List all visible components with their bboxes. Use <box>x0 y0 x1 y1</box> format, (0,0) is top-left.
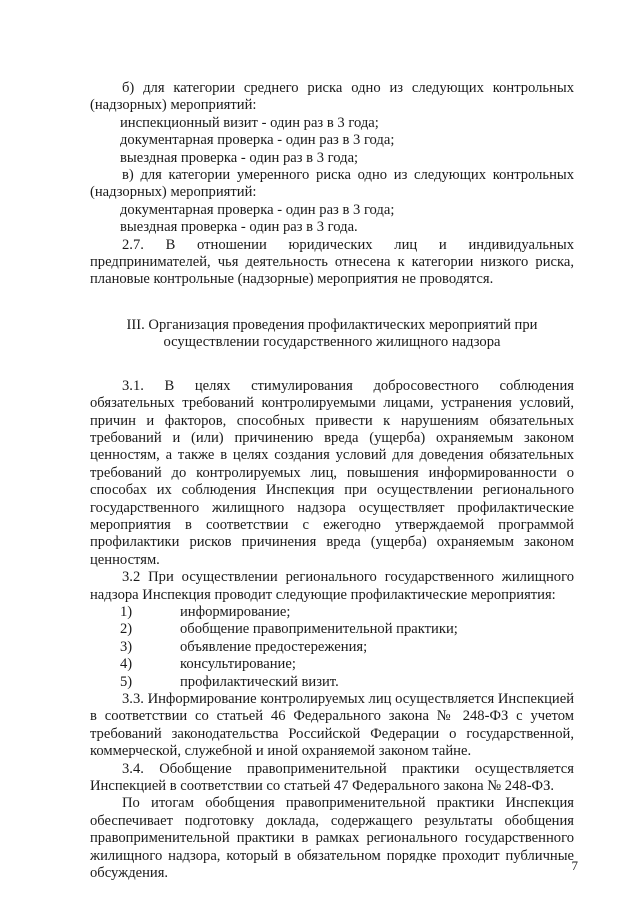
list-item <box>90 639 574 656</box>
list-number: 5) <box>120 673 133 690</box>
paragraph-3-1: 3.1. В целях стимулирования добросовестного соблюдения обязательных требований контролируемыми лицами, устранения условий, причин и факторов, способных привести к нарушениям обязательных требований и (или) причинению вреда (ущерба) охраняемым законом ценностям, а также в целях создания условий для доведения обязательных требований до контролируемых лиц, повышения информированности о способах их соблюдения Инспекция при осуществлении регионального государственного жилищного надзора осуществляет профилактические мероприятия в соответствии с ежегодно утверждаемой программой профилактики рисков причинения вреда (ущерба) охраняемым законом ценностям. <box>90 377 574 568</box>
list-item: документарная проверка - один раз в 3 года; <box>120 132 395 149</box>
section-heading <box>90 317 574 352</box>
list-text: информирование; <box>180 603 291 620</box>
list-text: профилактический визит. <box>180 673 339 690</box>
section-heading-line: осуществлении государственного жилищного надзора <box>163 334 501 351</box>
list-item: инспекционный визит - один раз в 3 года; <box>120 114 379 131</box>
paragraph-3-2: 3.2 При осуществлении регионального государственного жилищного надзора Инспекция проводит следующие профилактические мероприятия: <box>90 569 574 603</box>
list-item <box>90 674 574 691</box>
list-number: 2) <box>120 621 133 638</box>
list-item: документарная проверка - один раз в 3 года; <box>120 201 395 218</box>
list-item <box>90 621 574 638</box>
list-text: объявление предостережения; <box>180 638 368 655</box>
list-item: выездная проверка - один раз в 3 года; <box>120 149 359 166</box>
paragraph-3-3: 3.3. Информирование контролируемых лиц осуществляется Инспекцией в соответствии со статьей 46 Федерального закона № 248-ФЗ с учетом требований законодательства Российской Федерации о государственной, коммерческой, служебной и иной охраняемой законом тайне. <box>90 691 574 760</box>
page-number: 7 <box>571 858 578 873</box>
paragraph-risk-medium: б) для категории среднего риска одно из следующих контрольных (надзорных) мероприятий: <box>90 80 574 114</box>
list-number: 1) <box>120 603 133 620</box>
list-text: обобщение правоприменительной практики; <box>180 621 458 638</box>
list-number: 4) <box>120 656 133 673</box>
paragraph-risk-moderate: в) для категории умеренного риска одно из следующих контрольных (надзорных) мероприятий: <box>90 167 574 201</box>
paragraph-3-4: 3.4. Обобщение правоприменительной практики осуществляется Инспекцией в соответствии со статьей 47 Федерального закона № 248-ФЗ. <box>90 760 574 795</box>
list-text: консультирование; <box>180 656 296 673</box>
paragraph-2-7: 2.7. В отношении юридических лиц и индивидуальных предпринимателей, чья деятельность отнесена к категории низкого риска, плановые контрольные (надзорные) мероприятия не проводятся. <box>90 236 574 288</box>
section-heading-line: III. Организация проведения профилактических мероприятий при <box>126 316 538 333</box>
list-item: выездная проверка - один раз в 3 года. <box>120 219 358 236</box>
list-item <box>90 656 574 673</box>
list-number: 3) <box>120 638 133 655</box>
list-item <box>90 604 574 621</box>
document-page <box>90 80 574 882</box>
paragraph-practice-report: По итогам обобщения правоприменительной практики Инспекция обеспечивает подготовку доклада, содержащего результаты обобщения правоприменительной практики в рамках регионального государственного жилищного надзора, который в обязательном порядке проходит публичные обсуждения. <box>90 795 574 882</box>
